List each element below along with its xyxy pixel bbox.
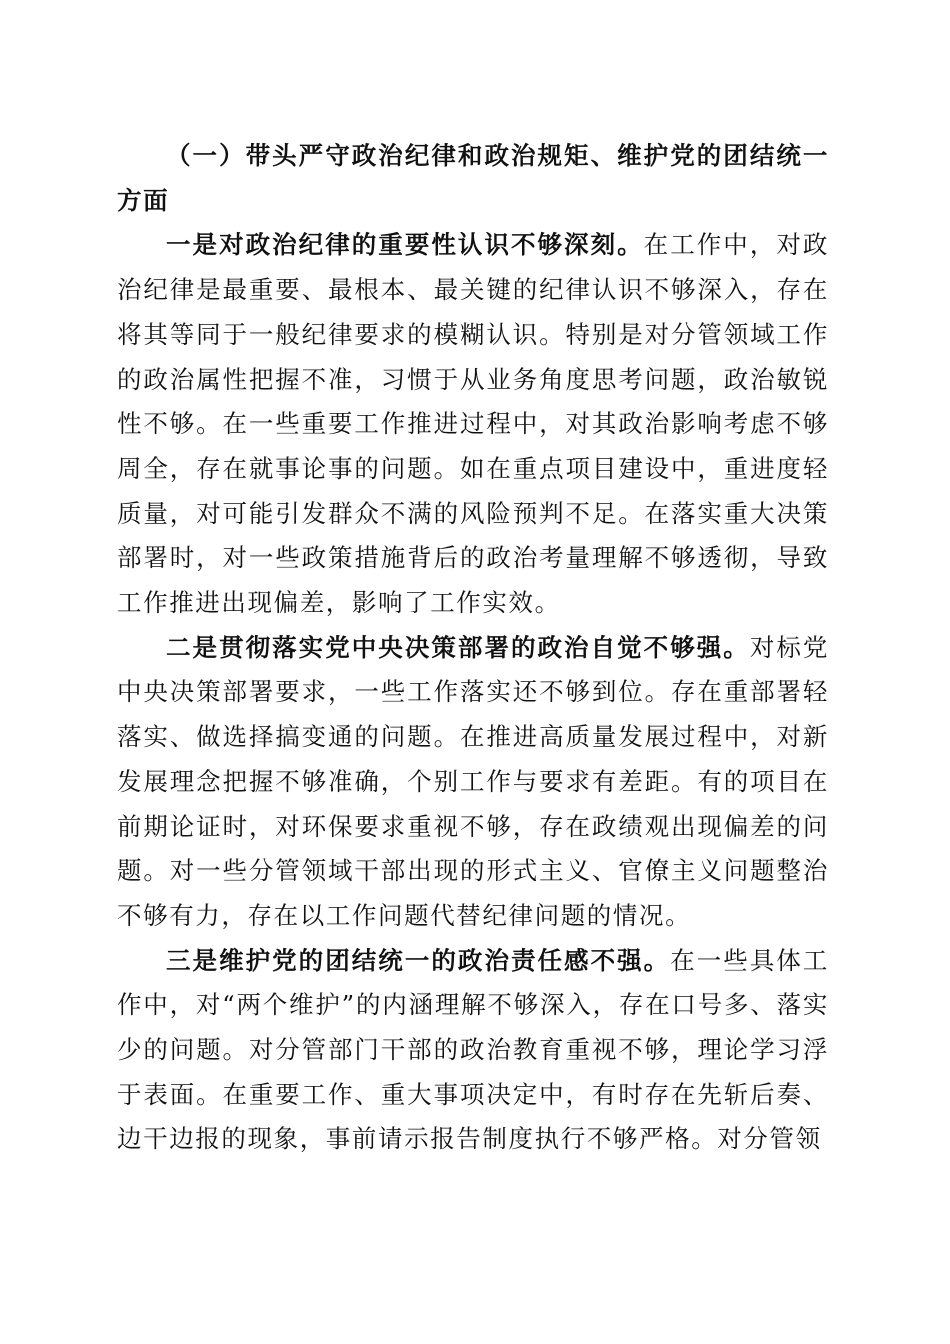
paragraph-2 — [117, 626, 829, 939]
paragraph-3-body: 在一些具体工作中，对“两个维护”的内涵理解不够深入，存在口号多、落实少的问题。对分管部门干部的政治教育重视不够，理论学习浮于表面。在重要工作、重大事项决定中，有时存在先斩后奏、边干边报的现象，事前请示报告制度执行不够严格。对分管领 — [117, 945, 829, 1154]
paragraph-2-body: 对标党中央决策部署要求，一些工作落实还不够到位。存在重部署轻落实、做选择搞变通的问题。在推进高质量发展过程中，对新发展理念把握不够准确，个别工作与要求有差距。有的项目在前期论证时，对环保要求重视不够，存在政绩观出现偏差的问题。对一些分管领域干部出现的形式主义、官僚主义问题整治不够有力，存在以工作问题代替纪律问题的情况。 — [117, 632, 829, 930]
document-page — [117, 134, 829, 1162]
paragraph-2-lead: 二是贯彻落实党中央决策部署的政治自觉不够强。 — [166, 632, 750, 662]
paragraph-1-body: 在工作中，对政治纪律是最重要、最根本、最关键的纪律认识不够深入，存在将其等同于一般纪律要求的模糊认识。特别是对分管领域工作的政治属性把握不准，习惯于从业务角度思考问题，政治敏锐性不够。在一些重要工作推进过程中，对其政治影响考虑不够周全，存在就事论事的问题。如在重点项目建设中，重进度轻质量，对可能引发群众不满的风险预判不足。在落实重大决策部署时，对一些政策措施背后的政治考量理解不够透彻，导致工作推进出现偏差，影响了工作实效。 — [117, 230, 829, 618]
paragraph-1 — [117, 223, 829, 625]
section-heading: （一）带头严守政治纪律和政治规矩、维护党的团结统一方面 — [117, 141, 829, 215]
paragraph-1-lead: 一是对政治纪律的重要性认识不够深刻。 — [166, 230, 644, 260]
paragraph-3-lead: 三是维护党的团结统一的政治责任感不强。 — [166, 945, 671, 975]
paragraph-3 — [117, 939, 829, 1163]
